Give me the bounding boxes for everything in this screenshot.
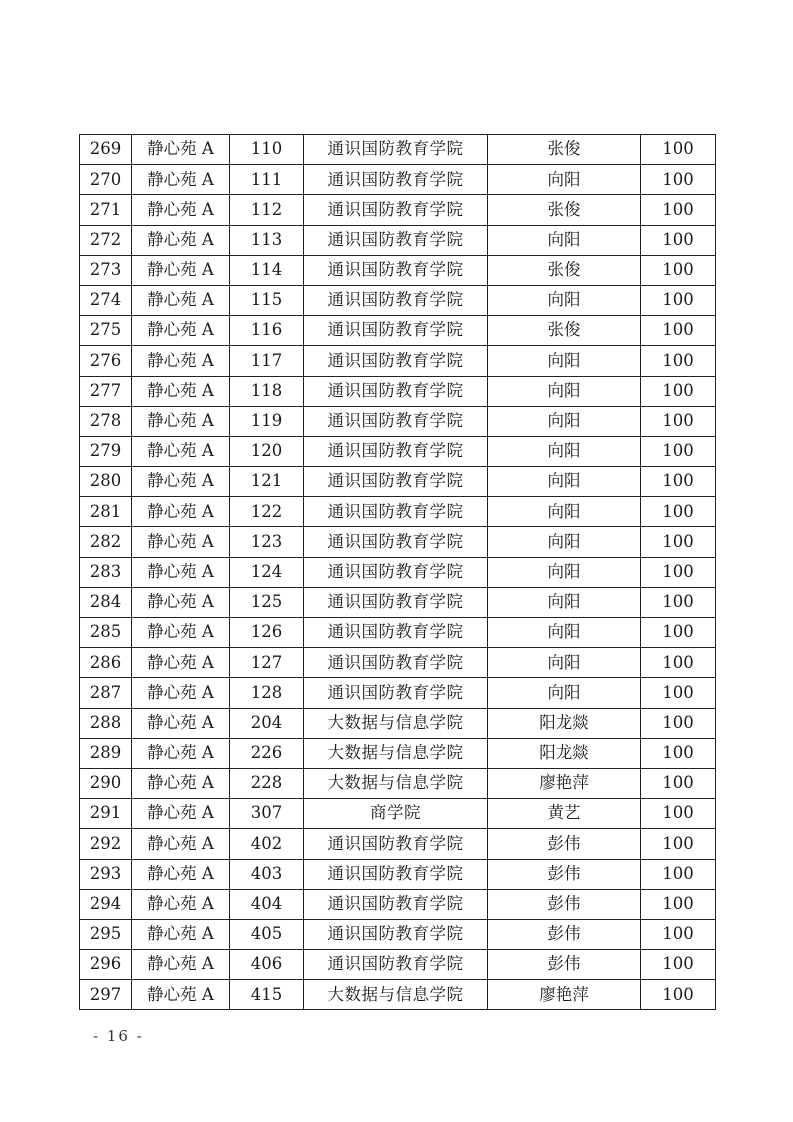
cell-score: 100 — [641, 919, 716, 949]
cell-score: 100 — [641, 436, 716, 466]
table-row — [80, 859, 716, 889]
cell-building: 静心苑 A — [132, 799, 230, 829]
cell-room: 204 — [230, 708, 304, 738]
cell-building: 静心苑 A — [132, 859, 230, 889]
cell-person: 向阳 — [488, 678, 641, 708]
table-row — [80, 225, 716, 255]
cell-building: 静心苑 A — [132, 768, 230, 798]
cell-person: 向阳 — [488, 346, 641, 376]
cell-college: 大数据与信息学院 — [304, 768, 488, 798]
cell-number: 284 — [80, 587, 132, 617]
cell-score: 100 — [641, 859, 716, 889]
table-row — [80, 285, 716, 315]
cell-number: 282 — [80, 527, 132, 557]
cell-number: 272 — [80, 225, 132, 255]
cell-college: 通识国防教育学院 — [304, 135, 488, 165]
table-row — [80, 799, 716, 829]
cell-number: 285 — [80, 618, 132, 648]
table-row — [80, 316, 716, 346]
cell-person: 廖艳萍 — [488, 980, 641, 1010]
cell-room: 125 — [230, 587, 304, 617]
cell-room: 121 — [230, 467, 304, 497]
table-row — [80, 950, 716, 980]
cell-building: 静心苑 A — [132, 587, 230, 617]
table-row — [80, 346, 716, 376]
cell-score: 100 — [641, 376, 716, 406]
cell-number: 296 — [80, 950, 132, 980]
cell-number: 283 — [80, 557, 132, 587]
cell-college: 通识国防教育学院 — [304, 165, 488, 195]
cell-person: 彭伟 — [488, 859, 641, 889]
cell-number: 289 — [80, 738, 132, 768]
table-row — [80, 648, 716, 678]
cell-score: 100 — [641, 316, 716, 346]
cell-college: 通识国防教育学院 — [304, 587, 488, 617]
inspection-table — [79, 134, 716, 1010]
table-row — [80, 255, 716, 285]
cell-person: 向阳 — [488, 467, 641, 497]
cell-person: 向阳 — [488, 648, 641, 678]
cell-college: 大数据与信息学院 — [304, 980, 488, 1010]
cell-score: 100 — [641, 829, 716, 859]
cell-person: 彭伟 — [488, 950, 641, 980]
cell-number: 290 — [80, 768, 132, 798]
cell-person: 张俊 — [488, 135, 641, 165]
cell-person: 张俊 — [488, 316, 641, 346]
table-body — [80, 135, 716, 1010]
cell-number: 270 — [80, 165, 132, 195]
cell-room: 402 — [230, 829, 304, 859]
cell-person: 张俊 — [488, 255, 641, 285]
cell-score: 100 — [641, 165, 716, 195]
cell-room: 405 — [230, 919, 304, 949]
cell-building: 静心苑 A — [132, 165, 230, 195]
cell-building: 静心苑 A — [132, 527, 230, 557]
cell-building: 静心苑 A — [132, 497, 230, 527]
cell-college: 通识国防教育学院 — [304, 195, 488, 225]
cell-building: 静心苑 A — [132, 889, 230, 919]
cell-score: 100 — [641, 648, 716, 678]
cell-building: 静心苑 A — [132, 950, 230, 980]
cell-score: 100 — [641, 406, 716, 436]
cell-building: 静心苑 A — [132, 316, 230, 346]
cell-room: 307 — [230, 799, 304, 829]
cell-room: 114 — [230, 255, 304, 285]
cell-room: 120 — [230, 436, 304, 466]
cell-room: 115 — [230, 285, 304, 315]
cell-building: 静心苑 A — [132, 708, 230, 738]
cell-number: 280 — [80, 467, 132, 497]
cell-score: 100 — [641, 527, 716, 557]
cell-college: 通识国防教育学院 — [304, 376, 488, 406]
cell-college: 通识国防教育学院 — [304, 436, 488, 466]
table-row — [80, 618, 716, 648]
cell-building: 静心苑 A — [132, 285, 230, 315]
cell-building: 静心苑 A — [132, 829, 230, 859]
table-row — [80, 678, 716, 708]
cell-room: 119 — [230, 406, 304, 436]
cell-person: 向阳 — [488, 406, 641, 436]
page-number: - 16 - — [93, 1027, 144, 1045]
cell-building: 静心苑 A — [132, 406, 230, 436]
cell-number: 292 — [80, 829, 132, 859]
cell-building: 静心苑 A — [132, 557, 230, 587]
cell-room: 128 — [230, 678, 304, 708]
cell-college: 通识国防教育学院 — [304, 285, 488, 315]
cell-college: 通识国防教育学院 — [304, 829, 488, 859]
cell-number: 277 — [80, 376, 132, 406]
cell-room: 226 — [230, 738, 304, 768]
cell-college: 大数据与信息学院 — [304, 708, 488, 738]
cell-building: 静心苑 A — [132, 376, 230, 406]
cell-number: 286 — [80, 648, 132, 678]
cell-room: 123 — [230, 527, 304, 557]
cell-person: 廖艳萍 — [488, 768, 641, 798]
table-row — [80, 376, 716, 406]
table-row — [80, 467, 716, 497]
cell-room: 122 — [230, 497, 304, 527]
cell-score: 100 — [641, 346, 716, 376]
cell-score: 100 — [641, 738, 716, 768]
cell-score: 100 — [641, 497, 716, 527]
cell-building: 静心苑 A — [132, 225, 230, 255]
cell-person: 向阳 — [488, 497, 641, 527]
cell-college: 通识国防教育学院 — [304, 859, 488, 889]
cell-college: 通识国防教育学院 — [304, 225, 488, 255]
cell-college: 大数据与信息学院 — [304, 738, 488, 768]
cell-college: 通识国防教育学院 — [304, 497, 488, 527]
cell-score: 100 — [641, 950, 716, 980]
cell-room: 404 — [230, 889, 304, 919]
cell-room: 403 — [230, 859, 304, 889]
cell-person: 向阳 — [488, 165, 641, 195]
cell-person: 向阳 — [488, 285, 641, 315]
cell-number: 274 — [80, 285, 132, 315]
cell-person: 向阳 — [488, 557, 641, 587]
cell-building: 静心苑 A — [132, 467, 230, 497]
cell-room: 112 — [230, 195, 304, 225]
cell-college: 商学院 — [304, 799, 488, 829]
cell-room: 118 — [230, 376, 304, 406]
cell-building: 静心苑 A — [132, 135, 230, 165]
cell-person: 彭伟 — [488, 889, 641, 919]
cell-building: 静心苑 A — [132, 678, 230, 708]
cell-person: 向阳 — [488, 376, 641, 406]
table-row — [80, 889, 716, 919]
cell-room: 406 — [230, 950, 304, 980]
cell-person: 阳龙燚 — [488, 708, 641, 738]
cell-number: 278 — [80, 406, 132, 436]
cell-score: 100 — [641, 285, 716, 315]
cell-number: 294 — [80, 889, 132, 919]
cell-person: 张俊 — [488, 195, 641, 225]
cell-room: 126 — [230, 618, 304, 648]
cell-room: 124 — [230, 557, 304, 587]
cell-score: 100 — [641, 195, 716, 225]
cell-building: 静心苑 A — [132, 980, 230, 1010]
cell-score: 100 — [641, 678, 716, 708]
cell-college: 通识国防教育学院 — [304, 678, 488, 708]
cell-room: 116 — [230, 316, 304, 346]
cell-college: 通识国防教育学院 — [304, 889, 488, 919]
cell-person: 向阳 — [488, 436, 641, 466]
cell-person: 向阳 — [488, 225, 641, 255]
cell-score: 100 — [641, 467, 716, 497]
cell-number: 279 — [80, 436, 132, 466]
table-row — [80, 708, 716, 738]
cell-number: 271 — [80, 195, 132, 225]
cell-building: 静心苑 A — [132, 255, 230, 285]
cell-number: 276 — [80, 346, 132, 376]
cell-college: 通识国防教育学院 — [304, 346, 488, 376]
cell-score: 100 — [641, 980, 716, 1010]
table-row — [80, 738, 716, 768]
cell-number: 297 — [80, 980, 132, 1010]
table-row — [80, 829, 716, 859]
cell-score: 100 — [641, 768, 716, 798]
table-row — [80, 436, 716, 466]
cell-number: 288 — [80, 708, 132, 738]
cell-building: 静心苑 A — [132, 346, 230, 376]
table-row — [80, 527, 716, 557]
cell-score: 100 — [641, 135, 716, 165]
cell-college: 通识国防教育学院 — [304, 406, 488, 436]
cell-person: 向阳 — [488, 618, 641, 648]
cell-score: 100 — [641, 557, 716, 587]
cell-person: 向阳 — [488, 587, 641, 617]
table-row — [80, 587, 716, 617]
cell-score: 100 — [641, 255, 716, 285]
cell-person: 向阳 — [488, 527, 641, 557]
cell-room: 111 — [230, 165, 304, 195]
cell-building: 静心苑 A — [132, 436, 230, 466]
table-row — [80, 497, 716, 527]
cell-number: 269 — [80, 135, 132, 165]
cell-person: 彭伟 — [488, 919, 641, 949]
cell-room: 110 — [230, 135, 304, 165]
cell-building: 静心苑 A — [132, 919, 230, 949]
table-row — [80, 919, 716, 949]
cell-building: 静心苑 A — [132, 738, 230, 768]
table-row — [80, 406, 716, 436]
table-row — [80, 557, 716, 587]
cell-college: 通识国防教育学院 — [304, 467, 488, 497]
cell-person: 阳龙燚 — [488, 738, 641, 768]
table-row — [80, 135, 716, 165]
cell-college: 通识国防教育学院 — [304, 527, 488, 557]
cell-score: 100 — [641, 225, 716, 255]
cell-college: 通识国防教育学院 — [304, 950, 488, 980]
cell-score: 100 — [641, 889, 716, 919]
cell-number: 273 — [80, 255, 132, 285]
cell-room: 113 — [230, 225, 304, 255]
cell-room: 127 — [230, 648, 304, 678]
cell-number: 295 — [80, 919, 132, 949]
cell-college: 通识国防教育学院 — [304, 255, 488, 285]
cell-score: 100 — [641, 799, 716, 829]
cell-room: 415 — [230, 980, 304, 1010]
cell-score: 100 — [641, 587, 716, 617]
table-row — [80, 768, 716, 798]
cell-building: 静心苑 A — [132, 618, 230, 648]
cell-number: 293 — [80, 859, 132, 889]
cell-score: 100 — [641, 618, 716, 648]
cell-number: 291 — [80, 799, 132, 829]
cell-college: 通识国防教育学院 — [304, 648, 488, 678]
cell-score: 100 — [641, 708, 716, 738]
cell-number: 287 — [80, 678, 132, 708]
cell-number: 281 — [80, 497, 132, 527]
cell-college: 通识国防教育学院 — [304, 316, 488, 346]
cell-number: 275 — [80, 316, 132, 346]
cell-building: 静心苑 A — [132, 195, 230, 225]
table-row — [80, 980, 716, 1010]
table-row — [80, 195, 716, 225]
cell-college: 通识国防教育学院 — [304, 618, 488, 648]
cell-building: 静心苑 A — [132, 648, 230, 678]
cell-college: 通识国防教育学院 — [304, 919, 488, 949]
table-row — [80, 165, 716, 195]
cell-person: 彭伟 — [488, 829, 641, 859]
cell-college: 通识国防教育学院 — [304, 557, 488, 587]
cell-room: 117 — [230, 346, 304, 376]
cell-room: 228 — [230, 768, 304, 798]
cell-person: 黄艺 — [488, 799, 641, 829]
